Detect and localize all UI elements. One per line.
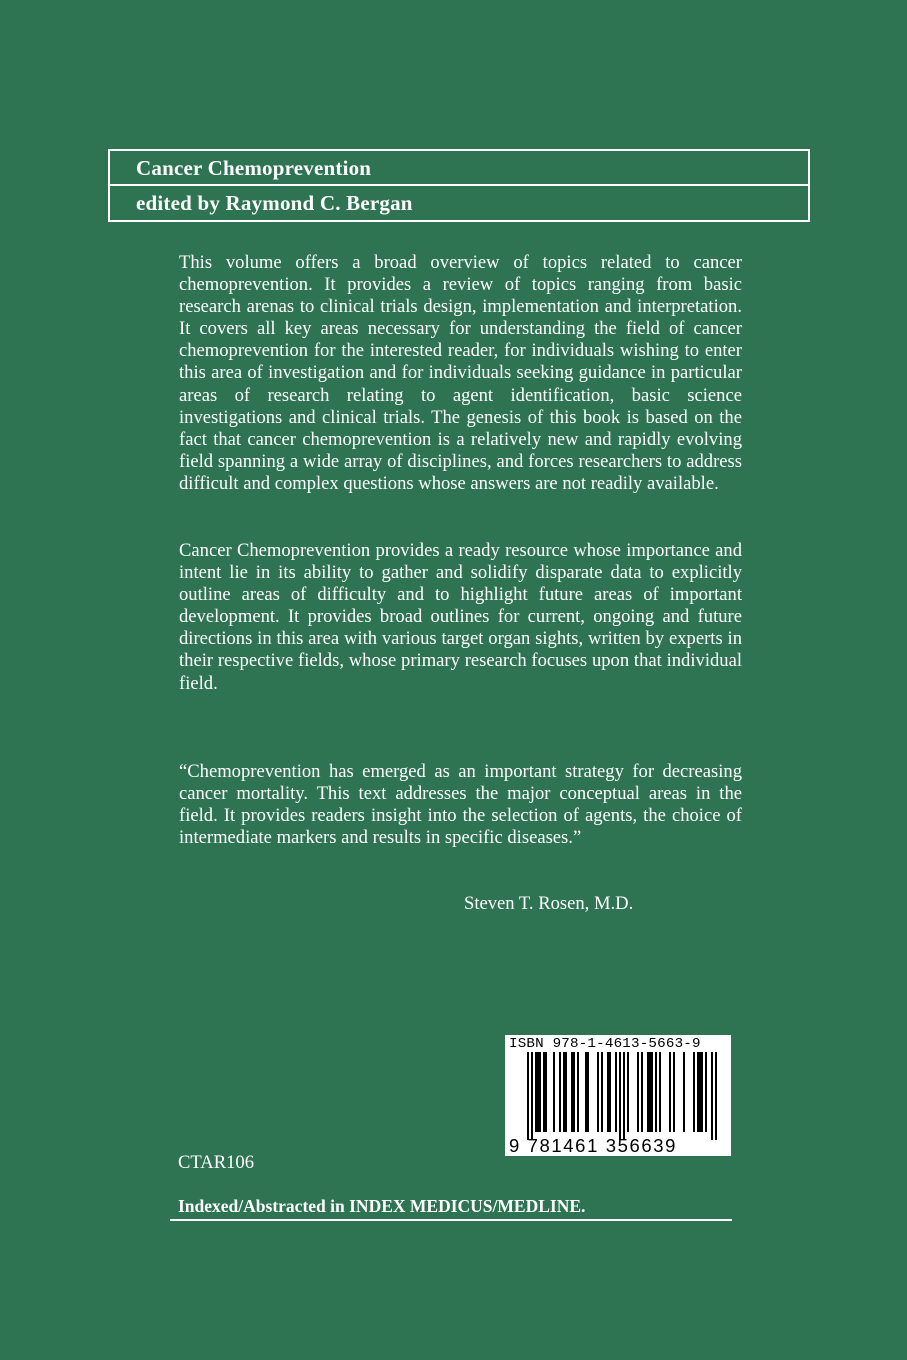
barcode-bar xyxy=(641,1052,643,1132)
endorsement-quote: “Chemoprevention has emerged as an important strategy for decreasing cancer mortality. This text addresses the major conceptual areas in the field. It provides readers insight into the selection of agents, the choice of intermediate markers and results in specific diseases.” xyxy=(179,761,742,849)
description-paragraph-2: Cancer Chemoprevention provides a ready resource whose importance and intent lie in its ability to gather and solidify disparate data to explicitly outline areas of difficulty and to highlight future areas of important development. It provides broad outlines for current, ongoing and future directions in this area with various target organ sights, written by experts in their respective fields, whose primary research focuses upon that individual field. xyxy=(179,540,742,694)
indexing-note: Indexed/Abstracted in INDEX MEDICUS/MEDLINE. xyxy=(178,1196,586,1216)
isbn-label: ISBN 978-1-4613-5663-9 xyxy=(509,1036,701,1052)
book-title: Cancer Chemoprevention xyxy=(110,151,808,186)
barcode-bar xyxy=(697,1052,699,1132)
barcode-bar xyxy=(637,1052,639,1132)
barcode-bar xyxy=(651,1052,653,1132)
barcode-bar xyxy=(531,1052,533,1140)
barcode-bar xyxy=(627,1052,629,1132)
barcode-bar xyxy=(607,1052,609,1132)
barcode-bar xyxy=(699,1052,701,1132)
barcode-bar xyxy=(601,1052,603,1132)
barcode-bar xyxy=(545,1052,547,1132)
barcode-bar xyxy=(669,1052,671,1132)
barcode-bar xyxy=(587,1052,589,1132)
title-box xyxy=(108,149,810,222)
isbn-barcode xyxy=(505,1035,731,1156)
barcode-bar xyxy=(701,1052,703,1132)
barcode-bar xyxy=(597,1052,599,1132)
barcode-bar xyxy=(715,1052,717,1140)
barcode-bar xyxy=(559,1052,561,1132)
barcode-bar xyxy=(659,1052,661,1132)
description-paragraph-1: This volume offers a broad overview of topics related to cancer chemoprevention. It provides a review of topics ranging from basic research arenas to clinical trials design, implementation and interpretation. It covers all key areas necessary for understanding the field of cancer chemoprevention for the interested reader, for individuals wishing to enter this area of investigation and for individuals seeking guidance in particular areas of research relating to agent identification, basic science investigations and clinical trials. The genesis of this book is based on the fact that cancer chemoprevention is a relatively new and rapidly evolving field spanning a wide array of disciplines, and forces researchers to address difficult and complex questions whose answers are not readily available. xyxy=(179,252,742,494)
barcode-bar xyxy=(693,1052,695,1132)
barcode-bar xyxy=(553,1052,555,1132)
barcode-bar xyxy=(615,1052,617,1132)
barcode-bar xyxy=(647,1052,649,1132)
barcode-bar xyxy=(563,1052,565,1132)
barcode-bar xyxy=(585,1052,587,1132)
endorsement-author: Steven T. Rosen, M.D. xyxy=(464,893,634,914)
barcode-bars xyxy=(505,1052,731,1140)
barcode-bar xyxy=(543,1052,545,1132)
barcode-bar xyxy=(705,1052,707,1132)
footer-rule xyxy=(170,1219,732,1221)
barcode-bar xyxy=(655,1052,657,1132)
barcode-bar xyxy=(539,1052,541,1132)
editor-line: edited by Raymond C. Bergan xyxy=(136,191,413,215)
barcode-bar xyxy=(571,1052,573,1132)
barcode-bar xyxy=(565,1052,567,1132)
barcode-bar xyxy=(711,1052,713,1140)
barcode-bar xyxy=(535,1052,537,1132)
barcode-bar xyxy=(577,1052,579,1132)
barcode-bar xyxy=(683,1052,685,1132)
barcode-bar xyxy=(537,1052,539,1132)
series-code: CTAR106 xyxy=(178,1152,254,1173)
barcode-bar xyxy=(573,1052,575,1132)
ean-digits: 9 781461 356639 xyxy=(509,1135,678,1156)
barcode-bar xyxy=(619,1052,621,1140)
barcode-bar xyxy=(673,1052,675,1132)
barcode-bar xyxy=(623,1052,625,1140)
barcode-bar xyxy=(527,1052,529,1140)
barcode-bar xyxy=(609,1052,611,1132)
barcode-bar xyxy=(649,1052,651,1132)
